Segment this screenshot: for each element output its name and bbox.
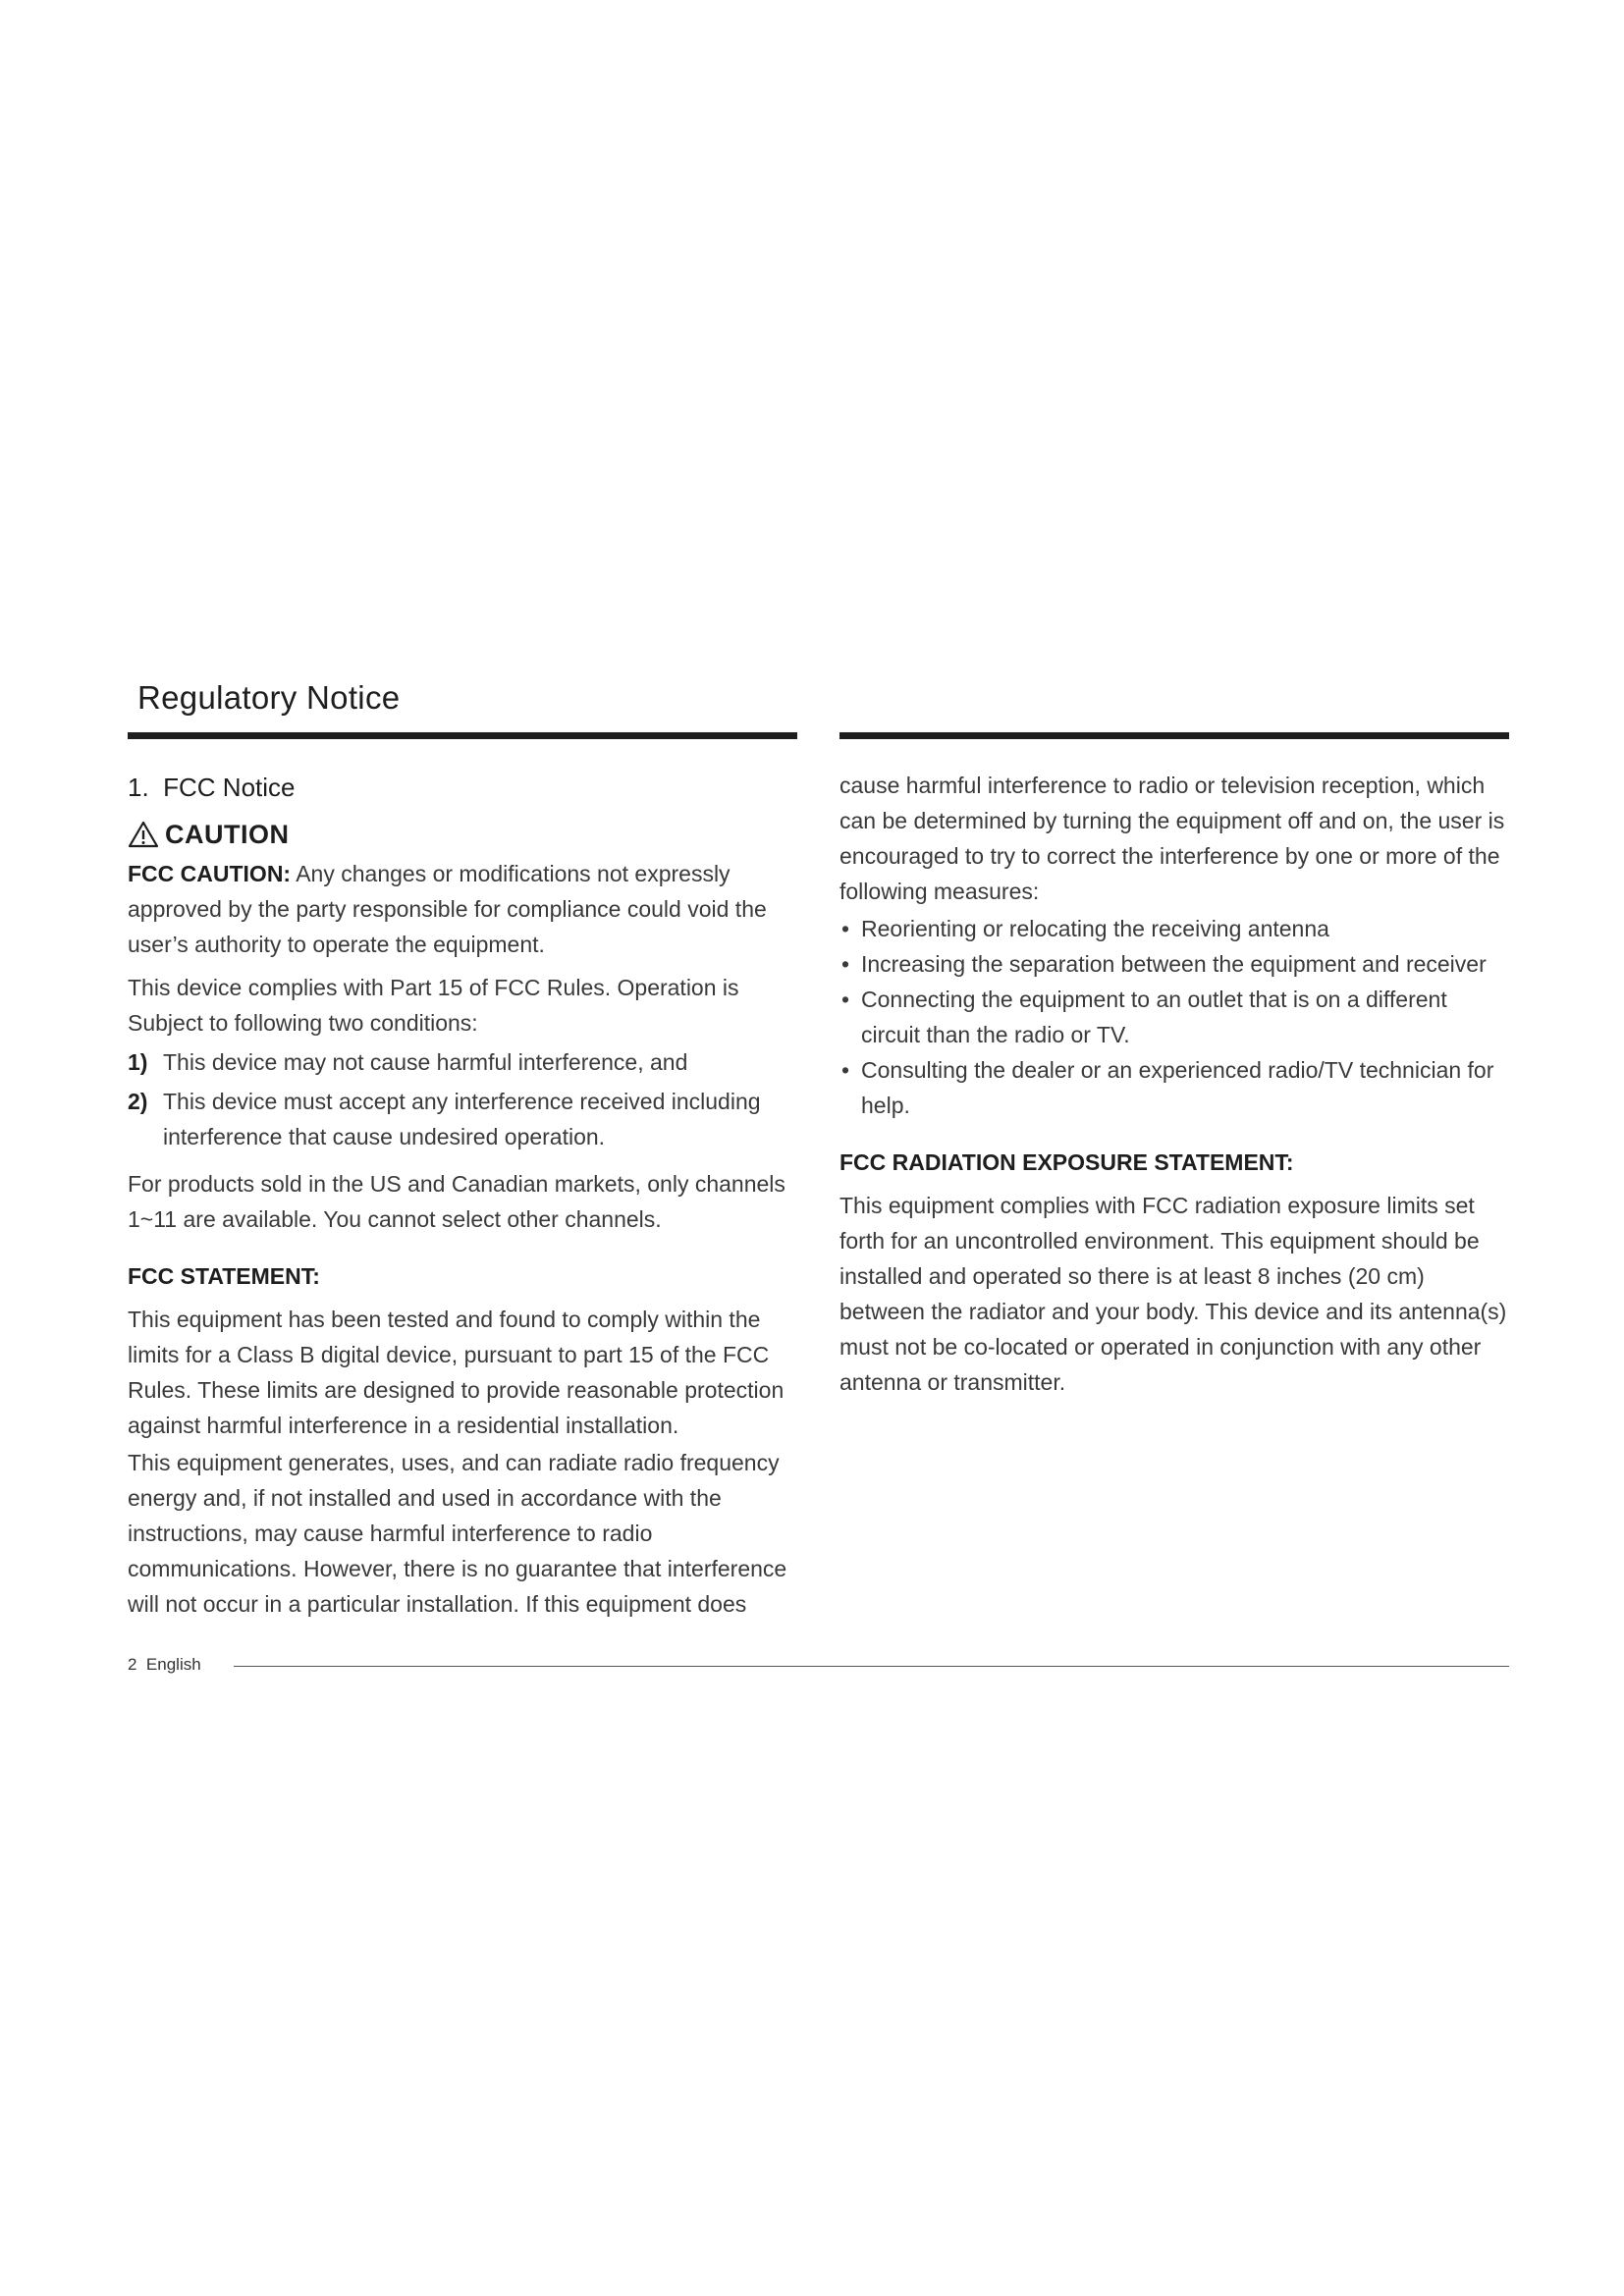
- heading-rule-left: [128, 732, 797, 739]
- page-title: Regulatory Notice: [137, 679, 401, 716]
- measure-text: Reorienting or relocating the receiving antenna: [861, 916, 1329, 941]
- channels-note: For products sold in the US and Canadian markets, only channels 1~11 are available. You cannot select other channels.: [128, 1171, 785, 1232]
- condition-text: This device may not cause harmful interference, and: [163, 1049, 688, 1075]
- page-number: 2: [128, 1655, 137, 1674]
- bullet-dot-icon: •: [841, 951, 850, 977]
- bullet-dot-icon: •: [841, 1057, 850, 1083]
- condition-number: 2): [128, 1089, 148, 1114]
- caution-header: [128, 817, 795, 852]
- bullet-dot-icon: •: [841, 987, 850, 1012]
- condition-item: [128, 1084, 795, 1154]
- right-column: [839, 768, 1507, 1402]
- fcc-caution-text: Any changes or modifications not expressly approved by the party responsible for compliance could void the user’s authority to operate the equipment.: [128, 861, 767, 957]
- fcc-caution-paragraph: [128, 856, 795, 962]
- measure-text: Connecting the equipment to an outlet that is on a different circuit than the radio or TV.: [861, 987, 1447, 1047]
- section-title: FCC Notice: [163, 773, 296, 802]
- measure-text: Consulting the dealer or an experienced radio/TV technician for help.: [861, 1057, 1494, 1118]
- radiation-heading: FCC RADIATION EXPOSURE STATEMENT:: [839, 1149, 1294, 1175]
- condition-number: 1): [128, 1049, 148, 1075]
- bullet-dot-icon: •: [841, 916, 850, 941]
- fcc-statement-paragraph-1: This equipment has been tested and found to comply within the limits for a Class B digital device, pursuant to part 15 of the FCC Rules. These limits are designed to provide reasonable protection against harmful interference in a residential installation.: [128, 1307, 785, 1438]
- measure-item: [839, 982, 1507, 1052]
- measure-item: [839, 1052, 1507, 1123]
- continued-text: cause harmful interference to radio or television reception, which can be determined by turning the equipment off and on, the user is encouraged to try to correct the interference by one or more of the following measures:: [839, 773, 1505, 904]
- section-heading: [128, 770, 795, 805]
- complies-text: This device complies with Part 15 of FCC Rules. Operation is Subject to following two conditions:: [128, 975, 739, 1036]
- fcc-statement-heading: FCC STATEMENT:: [128, 1263, 320, 1289]
- condition-text: This device must accept any interference received including interference that cause undesired operation.: [163, 1089, 761, 1149]
- fcc-caution-lead: FCC CAUTION:: [128, 861, 292, 886]
- warning-triangle-icon: [128, 821, 159, 848]
- page-footer: [128, 1655, 201, 1675]
- measure-text: Increasing the separation between the equipment and receiver: [861, 951, 1487, 977]
- footer-language: English: [145, 1655, 201, 1674]
- left-column: [128, 766, 795, 1624]
- measure-item: [839, 911, 1507, 946]
- measure-item: [839, 946, 1507, 982]
- heading-rule-right: [839, 732, 1509, 739]
- condition-item: [128, 1044, 795, 1080]
- section-number: 1.: [128, 773, 149, 802]
- radiation-text: This equipment complies with FCC radiation exposure limits set forth for an uncontrolled environment. This equipment should be installed and operated so there is at least 8 inches (20 cm) between the radiator and your body. This device and its antenna(s) must not be co-located or operated in conjunction with any other antenna or transmitter.: [839, 1193, 1507, 1395]
- fcc-statement-paragraph-2: This equipment generates, uses, and can radiate radio frequency energy and, if not installed and used in accordance with the instructions, may cause harmful interference to radio communications. However, there is no guarantee that interference will not occur in a particular installation. If this equipment does: [128, 1450, 787, 1617]
- caution-label: CAUTION: [165, 820, 290, 849]
- footer-rule: [234, 1666, 1509, 1667]
